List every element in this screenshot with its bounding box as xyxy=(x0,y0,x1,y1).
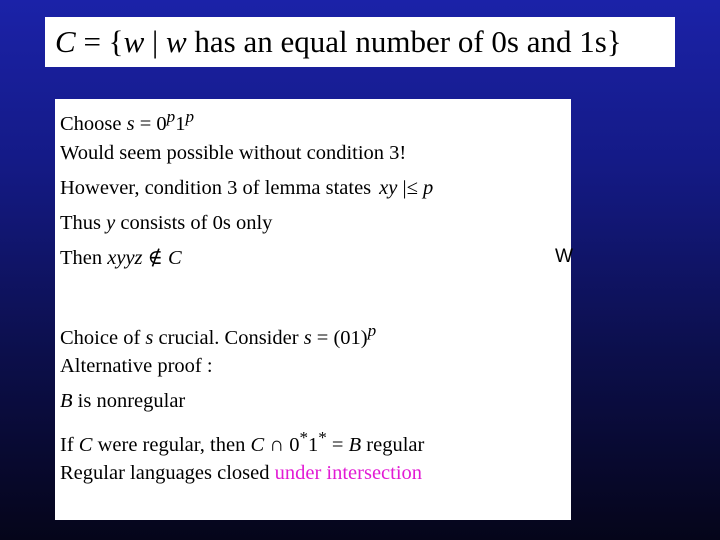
stray-letter: W xyxy=(555,246,573,267)
var-s: s xyxy=(126,112,135,135)
text: crucial. Consider xyxy=(153,326,304,349)
text: = (01) xyxy=(311,326,368,349)
var-y: y xyxy=(106,212,116,234)
title-rest: has an equal number of 0s and 1s} xyxy=(186,24,622,59)
text: ∩ 0 xyxy=(264,433,300,456)
var-xy: xy xyxy=(379,177,398,199)
line-condition3 xyxy=(60,175,433,201)
line-nonregular xyxy=(60,388,185,414)
text: 1 xyxy=(308,433,319,456)
text: Regular languages closed xyxy=(60,462,275,484)
text: ∉ xyxy=(142,247,168,269)
title-w1: w xyxy=(123,24,145,59)
text: However, condition 3 of lemma states xyxy=(60,177,372,199)
line-possible: Would seem possible without condition 3! xyxy=(60,142,407,164)
text: were regular, then xyxy=(92,433,251,456)
text: is nonregular xyxy=(72,390,186,412)
sup-star: * xyxy=(318,428,327,447)
line-choose xyxy=(60,104,194,137)
line-alternative: Alternative proof : xyxy=(60,355,213,377)
text: = xyxy=(326,433,349,456)
text: Choose xyxy=(60,112,127,135)
var-c: C xyxy=(78,433,93,456)
var-c: C xyxy=(250,433,265,456)
var-xyyz: xyyz xyxy=(107,247,143,269)
var-b: B xyxy=(348,433,362,456)
title-eq: = { xyxy=(75,24,124,59)
text: Choice of xyxy=(60,326,146,349)
text: Thus xyxy=(60,212,107,234)
text: |≤ xyxy=(397,177,423,199)
sup-p: p xyxy=(367,321,377,340)
highlight-text: under intersection xyxy=(274,462,423,484)
text: Then xyxy=(60,247,108,269)
sup-p: p xyxy=(185,107,195,126)
var-s: s xyxy=(145,326,154,349)
var-s: s xyxy=(303,326,312,349)
line-if-regular xyxy=(60,425,424,458)
title-w2: w xyxy=(165,24,187,59)
line-then xyxy=(60,245,182,271)
sup-p: p xyxy=(166,107,176,126)
var-c: C xyxy=(167,247,182,269)
title-bar: | xyxy=(144,24,166,59)
text: If xyxy=(60,433,79,456)
slide-content xyxy=(55,99,571,520)
text: = 0 xyxy=(134,112,167,135)
slide-title xyxy=(45,17,675,67)
line-choice xyxy=(60,318,376,351)
text: consists of 0s only xyxy=(115,212,273,234)
var-b: B xyxy=(60,390,73,412)
line-thus xyxy=(60,210,272,236)
var-p: p xyxy=(422,177,434,199)
text: 1 xyxy=(175,112,186,135)
line-closed xyxy=(60,460,422,486)
title-c: C xyxy=(55,24,76,59)
sup-star: * xyxy=(299,428,308,447)
text: regular xyxy=(361,433,425,456)
